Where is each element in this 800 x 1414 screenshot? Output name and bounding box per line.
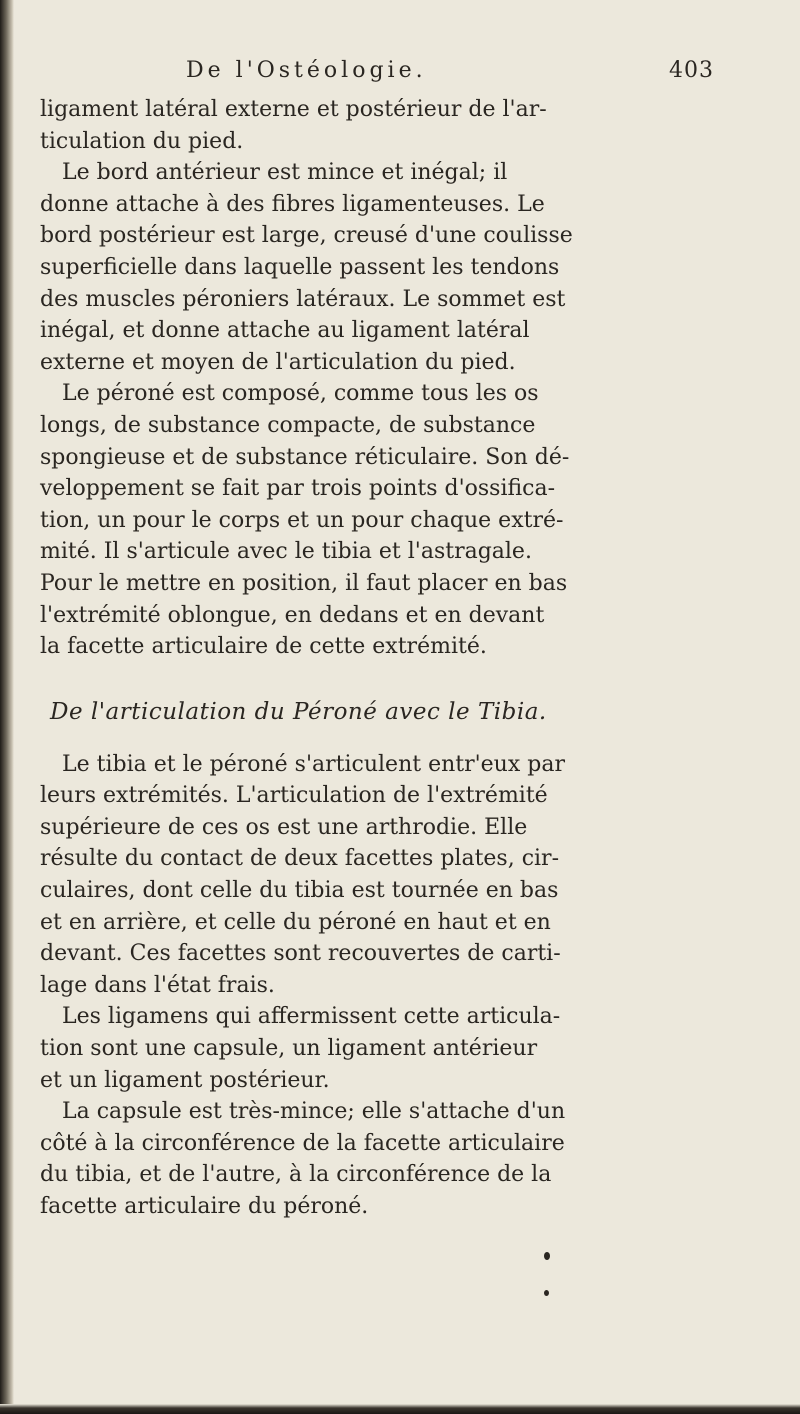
paragraph: Le péroné est composé, comme tous les os longs, de substance compacte, de substance spongieuse et de substance réticulaire. Son dé- veloppement se fait par trois points d'ossifica- tion, un pour le corps et un pour chaque extré- mité. Il s'articule avec le tibia et l'astragale. Pour le mettre en position, il faut placer en bas l'extrémité oblongue, en dedans et en devant la facette articulaire de cette extrémité. <box>40 381 570 660</box>
page-bottom-edge <box>0 1404 800 1414</box>
page-number: 403 <box>669 58 714 83</box>
paragraph: ligament latéral externe et postérieur de l'ar- ticulation du pied. <box>40 97 547 154</box>
ink-speck <box>544 1290 549 1296</box>
paragraph: Le bord antérieur est mince et inégal; il donne attache à des fibres ligamenteuses. Le bord postérieur est large, creusé d'une coulisse superficielle dans laquelle passent les tendons des muscles péroniers latéraux. Le sommet est inégal, et donne attache au ligament latéral externe et moyen de l'articulation du pied. <box>40 160 573 375</box>
ink-speck <box>544 1252 550 1260</box>
paragraph: Les ligamens qui affermissent cette articula- tion sont une capsule, un ligament antérieur et un ligament postérieur. <box>40 1004 561 1093</box>
running-head: De l'Ostéologie. <box>186 58 427 83</box>
book-binding-edge <box>0 0 14 1414</box>
body-text <box>40 94 720 1223</box>
section-title: De l'articulation du Péroné avec le Tibia. <box>50 698 547 725</box>
paragraph: La capsule est très-mince; elle s'attache d'un côté à la circonférence de la facette articulaire du tibia, et de l'autre, à la circonférence de la facette articulaire du péroné. <box>40 1099 566 1219</box>
paragraph: Le tibia et le péroné s'articulent entr'eux par leurs extrémités. L'articulation de l'extrémité supérieure de ces os est une arthrodie. Elle résulte du contact de deux facettes plates, cir- culaires, dont celle du tibia est tournée en bas et en arrière, et celle du péroné en haut et en devant. Ces facettes sont recouvertes de carti- lage dans l'état frais. <box>40 751 565 998</box>
page-header <box>40 58 720 94</box>
book-page <box>40 58 720 1223</box>
